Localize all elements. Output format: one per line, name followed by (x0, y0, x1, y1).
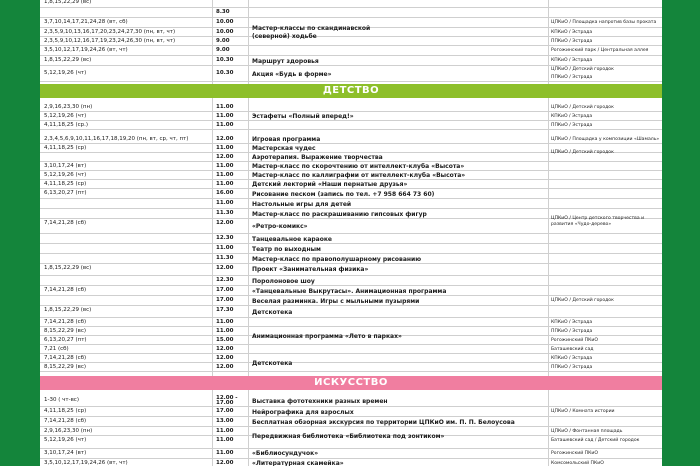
place-label: ЦПКиО / Центр детского творчества и развития «Чудо-дерево» (551, 216, 645, 227)
row-time: 11.00 (216, 328, 234, 334)
place-label: ППКиО / Эстрада (551, 38, 593, 44)
row-dates: 3,7,10,14,17,21,24,28 (вт, сб) (44, 19, 128, 25)
row-time: 12.00 (216, 346, 234, 352)
event-health-route: Маршрут здоровья (252, 57, 319, 65)
row-dates: 5,12,19,26 (чт) (44, 70, 87, 76)
event-mobile-library: Передвижная библиотека «Библиотека под зонтиком» (252, 432, 445, 440)
row-time: 11.00 (216, 450, 234, 456)
event-physics: Проект «Занимательная физика» (252, 265, 369, 273)
row-dates: 7,14,21,28 (сб) (44, 287, 87, 293)
row-time: 11.00 (216, 145, 234, 151)
table-row (40, 8, 662, 18)
place-label: ППКиО / Эстрада (551, 75, 593, 80)
row-dates: 2,9,16,23,30 (пн) (44, 428, 93, 434)
row-dates: 6,13,20,27 (пт) (44, 337, 87, 343)
row-time: 11.00 (216, 319, 234, 325)
place-label: КПКиО / Эстрада (551, 355, 593, 361)
row-dates: 4,11,18,25 (ср) (44, 408, 87, 414)
event-right-brain: Мастер-класс по правополушарному рисованию (252, 255, 422, 263)
event-game-program: Игровая программа (252, 136, 321, 143)
row-time: 9.00 (216, 38, 230, 44)
place-label: КПКиО / Эстрада (551, 319, 593, 325)
section-header-childhood: ДЕТСТВО (40, 84, 662, 98)
row-dates: 3,10,17,24 (вт) (44, 163, 87, 169)
row-dates: 4,11,18,25 (ср) (44, 181, 87, 187)
event-foam-show: Поролоновое шоу (252, 277, 315, 285)
event-bibliosunduk: «Библиосундучок» (252, 450, 319, 457)
event-literary-bench: «Литературная скамейка» (252, 460, 344, 466)
place-label: Комсомольский ПКиО (551, 460, 604, 466)
event-theatre: Театр по выходным (252, 245, 321, 253)
row-time: 12.00 - 17.00 (216, 395, 238, 406)
row-dates: 1-30 ( чт-вс) (44, 397, 79, 403)
row-time: 17.00 (216, 297, 234, 303)
place-label: ЦПКиО / Комната истории (551, 408, 615, 414)
row-time: 11.00 (216, 113, 234, 119)
row-dates: 4,11,18,25 (ср) (44, 145, 87, 151)
place-label: Рогожинский парк / Центральная аллея (551, 48, 649, 53)
row-dates: 1,8,15,22,29 (вс) (44, 307, 92, 313)
place-label: ППКиО / Эстрада (551, 122, 593, 128)
row-dates: 7,21 (сб) (44, 346, 69, 352)
event-nordic-walking: Мастер-классы по скандинавской (северной) ходьбе (252, 25, 371, 40)
row-dates: 2,3,4,5,6,9,10,11,16,17,18,19,20 (пн, вт, ср, чт, пт) (44, 136, 189, 142)
event-relay: Эстафеты «Полный вперед!» (252, 113, 354, 120)
row-time: 10.00 (216, 19, 234, 25)
event-photo-exhibit: Выставка фототехники разных времен (252, 398, 388, 405)
section-header-art: ИСКУССТВО (40, 376, 662, 390)
event-be-in-shape: Акция «Будь в форме» (252, 70, 332, 78)
place-label: ЦПКиО / Детский городок (551, 104, 614, 110)
row-dates: 6,13,20,27 (пт) (44, 190, 87, 196)
event-sand-painting: Рисование песком (запись по тел. +7 958 664 73 60) (252, 190, 435, 198)
row-dates: 7,14,21,28 (сб) (44, 355, 87, 361)
row-time: 11.00 (216, 172, 234, 178)
row-time: 11.00 (216, 437, 234, 443)
row-time: 12.00 (216, 364, 234, 370)
row-dates: 7,14,21,28 (сб) (44, 220, 87, 226)
row-time: 10.30 (216, 57, 234, 63)
row-time: 12.00 (216, 460, 234, 466)
row-dates: 4,11,18,25 (ср.) (44, 122, 89, 128)
place-label: ЦПКиО / Детский городок (551, 67, 614, 72)
row-time: 16.00 (216, 190, 234, 196)
place-label: Баташевский сад / Детский городок (551, 437, 640, 443)
place-label: Баташевский сад (551, 346, 594, 352)
row-time: 10.30 (216, 70, 234, 76)
place-label: Рогожинский ПКиО (551, 337, 598, 343)
row-time: 17.00 (216, 408, 234, 414)
place-label: КПКиО / Эстрада (551, 113, 593, 119)
event-calligraphy: Мастер-класс по каллиграфии от интеллект-клуба «Высота» (252, 172, 466, 179)
row-dates: 3,10,17,24 (вт) (44, 450, 87, 456)
event-dance: «Танцевальные Выкрутасы». Анимационная программа (252, 287, 447, 295)
row-dates: 1,8,15,22,29 (вс) (44, 265, 92, 271)
event-warmup: Веселая разминка. Игры с мыльными пузырями (252, 297, 420, 305)
row-dates: 2,3,5,9,10,12,16,17,19,23,24,26,30 (пн, вт, чт) (44, 38, 176, 44)
place-label: ППКиО / Эстрада (551, 328, 593, 334)
row-time: 10.00 (216, 29, 234, 35)
event-free-tour: Бесплатная обзорная экскурсия по территории ЦПКиО им. П. П. Белоусова (252, 418, 515, 426)
event-gypsum: Мастер-класс по раскрашиванию гипсовых фигур (252, 210, 427, 218)
event-karaoke: Танцевальное караоке (252, 235, 332, 243)
row-time: 11.00 (216, 181, 234, 187)
row-dates: 5,12,19,26 (чт) (44, 113, 87, 119)
schedule-sheet (40, 0, 662, 466)
row-time: 11.00 (216, 104, 234, 110)
event-neurographics: Нейрографика для взрослых (252, 408, 354, 416)
place-label: КПКиО / Эстрада (551, 58, 593, 63)
event-speedreading: Мастер-класс по скорочтению от интеллект-клуба «Высота» (252, 163, 465, 170)
place-label: Рогожинский ПКиО (551, 450, 598, 456)
row-time: 17.30 (216, 307, 234, 313)
row-time: 11.00 (216, 122, 234, 128)
event-disco: Детскотека (252, 359, 293, 367)
row-dates: 1,8,15,22,29 (вс) (44, 0, 92, 5)
place-label: ППКиО / Эстрада (551, 364, 593, 370)
row-time: 12.00 (216, 220, 234, 226)
row-time: 12.30 (216, 277, 234, 283)
row-time: 11.00 (216, 428, 234, 434)
event-lecture: Детский лекторий «Наши пернатые друзья» (252, 181, 408, 188)
place-label: ЦПКиО / Фонтанная площадь (551, 428, 623, 434)
row-dates: 3,5,10,12,17,19,24,26 (вт, чт) (44, 47, 128, 53)
event-retro-comics: «Ретро-комикс» (252, 223, 308, 230)
row-time: 11.00 (216, 245, 234, 251)
event-aerotherapy: Аэротерапия. Выражение творчества (252, 154, 383, 161)
event-board-games: Настольные игры для детей (252, 200, 352, 208)
row-time: 11.30 (216, 210, 234, 216)
row-time: 8.30 (216, 9, 230, 15)
row-time: 12.00 (216, 154, 234, 160)
row-dates: 8,15,22,29 (вс) (44, 328, 87, 334)
row-time: 13.00 (216, 418, 234, 424)
row-time: 12.00 (216, 265, 234, 271)
row-dates: 1,8,15,22,29 (вс) (44, 57, 92, 63)
row-time: 11.00 (216, 163, 234, 169)
table-row (40, 0, 662, 8)
row-dates: 2,3,5,9,10,13,16,17,20,23,24,27,30 (пн, вт, чт) (44, 29, 176, 35)
row-time: 12.00 (216, 355, 234, 361)
row-time: 15.00 (216, 337, 234, 343)
row-time: 12.00 (216, 136, 234, 142)
row-dates: 5,12,19,26 (чт) (44, 437, 87, 443)
row-dates: 7,14,21,28 (сб) (44, 319, 87, 325)
row-time: 9.00 (216, 47, 230, 53)
row-dates: 2,9,16,23,30 (пн) (44, 104, 93, 110)
place-label: ЦПКиО / Детский городок (551, 298, 614, 303)
row-time: 17.00 (216, 287, 234, 293)
row-dates: 7,14,21,28 (сб) (44, 418, 87, 424)
row-time: 12.30 (216, 235, 234, 241)
event-disco: Детскотека (252, 308, 293, 316)
place-label: ЦПКиО / Площадка напротив базы проката (551, 20, 657, 25)
row-time: 11.00 (216, 200, 234, 206)
event-workshop: Мастерская чудес (252, 145, 316, 152)
place-label: ЦПКиО / Площадка у композиции «Шамаль» (551, 136, 660, 142)
event-animation-summer: Анимационная программа «Лето в парках» (252, 332, 402, 340)
row-dates: 8,15,22,29 (вс) (44, 364, 87, 370)
place-label: КПКиО / Эстрада (551, 29, 593, 35)
row-dates: 5,12,19,26 (чт) (44, 172, 87, 178)
row-dates: 3,5,10,12,17,19,24,26 (вт, чт) (44, 460, 128, 466)
place-label: ЦПКиО / Детский городок (551, 150, 614, 155)
row-time: 11.30 (216, 255, 234, 261)
